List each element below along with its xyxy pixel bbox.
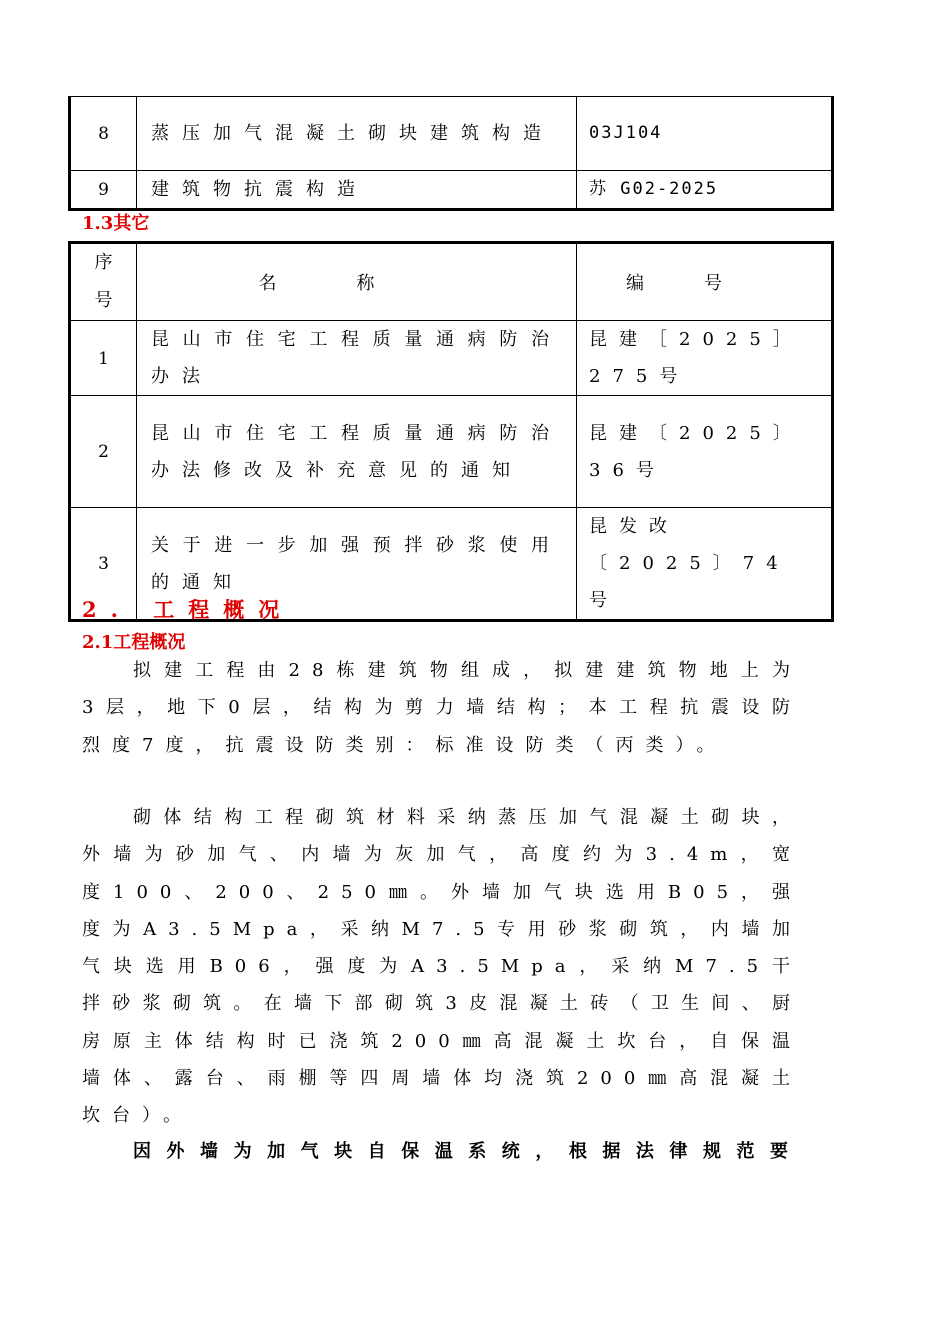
section-heading-2-1: 2.1工程概况 [82,632,186,653]
row-name: 关于进一步加强预拌砂浆使用的通知 [137,508,577,621]
paragraph-insulation: 因外墙为加气块自保温系统，根据法律规范要 [133,1141,802,1162]
row-code: 昆建〔2025〕36号 [577,396,833,508]
section-heading-1-3: 1.3其它 [82,213,150,234]
row-number: 2 [70,396,137,508]
paragraph-overview: 拟建工程由28栋建筑物组成，拟建建筑物地上为3层，地下0层，结构为剪力墙结构；本工程抗震设防烈度7度，抗震设防类别：标准设防类（丙类）。 [82,660,802,756]
header-code: 编号 [577,243,833,321]
table-row [70,396,833,508]
row-code: 03J104 [577,97,833,171]
header-number: 序号 [70,243,137,321]
row-name: 蒸压加气混凝土砌块建筑构造 [137,97,577,171]
row-number: 8 [70,97,137,171]
row-name: 建筑物抗震构造 [137,171,577,210]
section-heading-2: 2. 工程概况 [82,597,294,622]
row-code: 苏 G02-2025 [577,171,833,210]
table-row [70,321,833,396]
row-number: 1 [70,321,137,396]
row-code: 昆建［2025］275号 [577,321,833,396]
table-header-row [70,243,833,321]
row-number: 9 [70,171,137,210]
table-row [70,97,833,171]
row-number: 3 [70,508,137,621]
header-name: 名称 [137,243,577,321]
standards-table [68,96,834,211]
paragraph-masonry: 砌体结构工程砌筑材料采纳蒸压加气混凝土砌块，外墙为砂加气、内墙为灰加气，高度约为3.4m，宽度100、200、250㎜。外墙加气块选用B05，强度为A3.5Mpa，采纳M7.5专用砂浆砌筑，内墙加气块选用B06，强度为A3.5Mpa，采纳M7.5干拌砂浆砌筑。在墙下部砌筑3皮混凝土砖（卫生间、厨房原主体结构时已浇筑200㎜高混凝土坎台，自保温墙体、露台、雨棚等四周墙体均浇筑200㎜高混凝土坎台）。 [82,807,802,1127]
row-name: 昆山市住宅工程质量通病防治办法修改及补充意见的通知 [137,396,577,508]
table-row [70,171,833,210]
row-code: 昆发改〔2025〕74号 [577,508,833,621]
row-name: 昆山市住宅工程质量通病防治办法 [137,321,577,396]
other-documents-table [68,241,834,622]
